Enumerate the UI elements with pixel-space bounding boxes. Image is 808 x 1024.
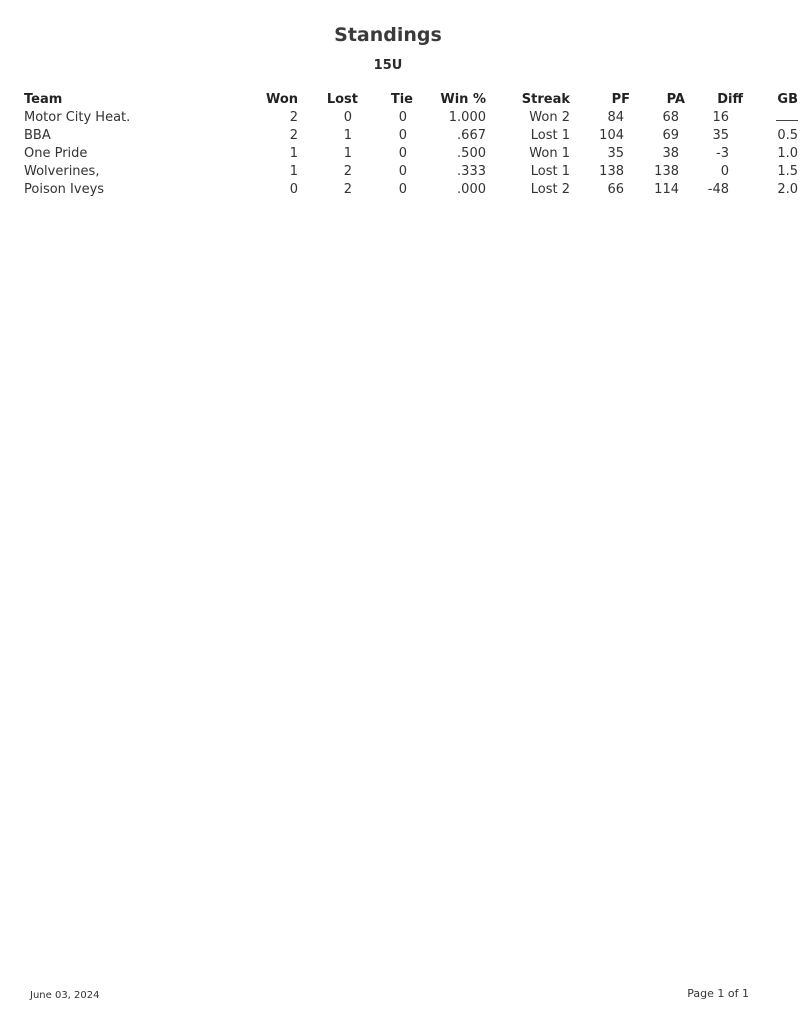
table-row xyxy=(24,162,808,180)
streak-value: Lost 1 xyxy=(530,163,570,179)
win-pct-value: .000 xyxy=(457,181,486,197)
diff-value: 0 xyxy=(720,163,729,179)
column-header-diff: Diff xyxy=(717,91,743,107)
pf-value: 104 xyxy=(599,127,624,143)
streak-value: Lost 2 xyxy=(530,181,570,197)
pa-value: 114 xyxy=(654,181,679,197)
diff-value: -3 xyxy=(716,145,729,161)
column-header-lost: Lost xyxy=(326,91,358,107)
win-pct-value: 1.000 xyxy=(448,109,486,125)
won-value: 2 xyxy=(289,127,298,143)
won-value: 1 xyxy=(289,163,298,179)
column-header-win-pct: Win % xyxy=(440,91,486,107)
win-pct-value: .500 xyxy=(457,145,486,161)
won-value: 2 xyxy=(289,109,298,125)
pa-value: 69 xyxy=(662,127,679,143)
streak-value: Won 2 xyxy=(529,109,570,125)
tie-value: 0 xyxy=(398,109,407,125)
team-name: BBA xyxy=(24,127,51,143)
won-value: 1 xyxy=(289,145,298,161)
column-header-won: Won xyxy=(265,91,298,107)
diff-value: 35 xyxy=(712,127,729,143)
win-pct-value: .667 xyxy=(457,127,486,143)
column-header-streak: Streak xyxy=(521,91,570,107)
lost-value: 1 xyxy=(343,127,352,143)
column-header-team: Team xyxy=(24,91,63,107)
column-header-pa: PA xyxy=(666,91,685,107)
division-subtitle: 15U xyxy=(373,58,403,73)
tie-value: 0 xyxy=(398,127,407,143)
table-row xyxy=(24,144,808,162)
team-name: Motor City Heat. xyxy=(24,109,131,125)
column-header-gb: GB xyxy=(777,91,798,107)
standings-table xyxy=(24,90,808,198)
pf-value: 138 xyxy=(599,163,624,179)
gb-leader-dash xyxy=(776,112,798,121)
column-header-tie: Tie xyxy=(390,91,413,107)
lost-value: 1 xyxy=(343,145,352,161)
pf-value: 35 xyxy=(607,145,624,161)
lost-value: 2 xyxy=(343,181,352,197)
diff-value: -48 xyxy=(707,181,729,197)
page-number: Page 1 of 1 xyxy=(687,987,749,1000)
streak-value: Won 1 xyxy=(529,145,570,161)
gb-value: 1.0 xyxy=(777,145,798,161)
tie-value: 0 xyxy=(398,181,407,197)
table-row xyxy=(24,108,808,126)
team-name: Poison Iveys xyxy=(24,181,105,197)
win-pct-value: .333 xyxy=(457,163,486,179)
table-row xyxy=(24,126,808,144)
pf-value: 84 xyxy=(607,109,624,125)
tie-value: 0 xyxy=(398,163,407,179)
lost-value: 0 xyxy=(343,109,352,125)
team-name: Wolverines, xyxy=(24,163,100,179)
pa-value: 138 xyxy=(654,163,679,179)
page-title: Standings xyxy=(334,24,442,46)
column-header-pf: PF xyxy=(611,91,630,107)
report-date: June 03, 2024 xyxy=(30,990,100,1001)
gb-value: 1.5 xyxy=(777,163,798,179)
gb-value: 0.5 xyxy=(777,127,798,143)
pa-value: 68 xyxy=(662,109,679,125)
table-header-row xyxy=(24,90,808,108)
tie-value: 0 xyxy=(398,145,407,161)
gb-value xyxy=(743,108,808,126)
lost-value: 2 xyxy=(343,163,352,179)
team-name: One Pride xyxy=(24,145,88,161)
pf-value: 66 xyxy=(607,181,624,197)
diff-value: 16 xyxy=(712,109,729,125)
pa-value: 38 xyxy=(662,145,679,161)
won-value: 0 xyxy=(289,181,298,197)
table-row xyxy=(24,180,808,198)
streak-value: Lost 1 xyxy=(530,127,570,143)
gb-value: 2.0 xyxy=(777,181,798,197)
